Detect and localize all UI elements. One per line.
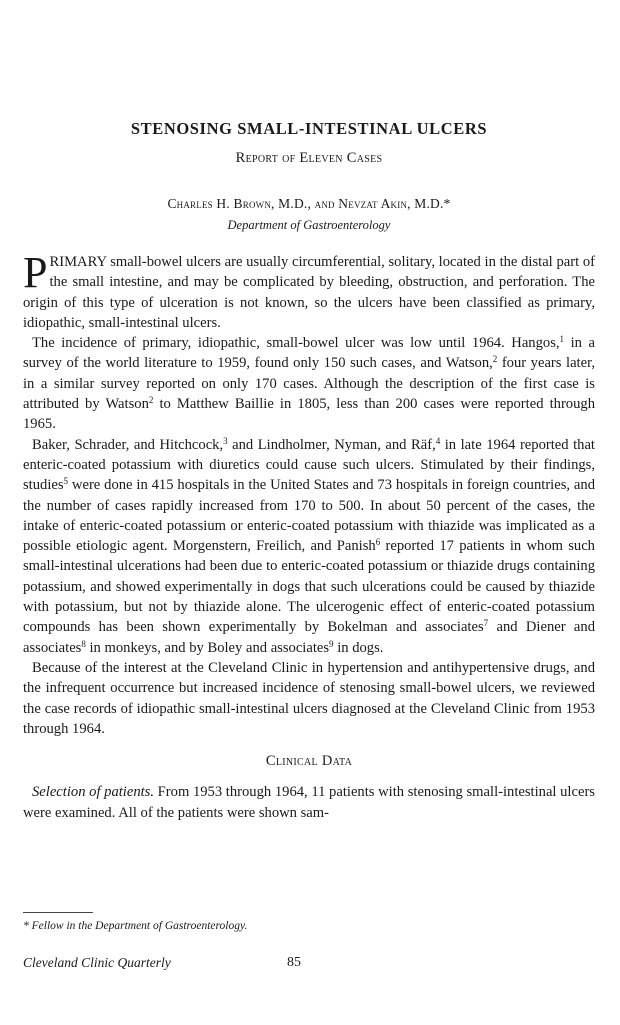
section-heading: Clinical Data bbox=[265, 753, 353, 770]
article-title: STENOSING SMALL-INTESTINAL ULCERS bbox=[130, 119, 488, 138]
article-subtitle: Report of Eleven Cases bbox=[235, 150, 383, 166]
text-run: Baker, Schrader, and Hitchcock, bbox=[32, 436, 224, 453]
paragraph-motivation: Because of the interest at the Cleveland Clinic in hypertension and antihypertensive drugs, and the infrequent occurrence but increased incidence of stenosing small-bowel ulcers, we reviewed the case records of idiopathic small-intestinal ulcers diagnosed at the Cleveland Clinic from 1953 through 1964. bbox=[23, 659, 595, 737]
text-run: in monkeys, and by Boley and associates bbox=[85, 639, 330, 656]
footnote: * Fellow in the Department of Gastroenterology. bbox=[23, 920, 248, 932]
text-run: four years later, in a similar survey reported on only 170 cases. Although the description of the first case is attributed by Watson bbox=[23, 355, 595, 413]
reference-superscript: 4 bbox=[435, 435, 441, 446]
reference-superscript: 3 bbox=[223, 435, 228, 446]
paragraph-text: RIMARY small-bowel ulcers are usually circumferential, solitary, located in the distal part of the small intestine, and may be complicated by bleeding, obstruction, and perforation. The origin of this type of ulceration is not known, so the ulcers have been classified as primary, idiopathic, small-intestinal ulcers. bbox=[23, 254, 595, 331]
text-run: The incidence of primary, idiopathic, small-bowel ulcer was low until 1964. Hangos, bbox=[32, 335, 560, 352]
reference-superscript: 1 bbox=[559, 334, 565, 345]
paragraph-selection bbox=[23, 782, 595, 823]
paragraph-intro bbox=[23, 248, 595, 333]
text-run: in late 1964 reported that enteric-coated potassium with diuretics could cause such ulcers. Stimulated by their findings, studies bbox=[23, 436, 595, 494]
reference-superscript: 8 bbox=[81, 638, 86, 649]
reference-superscript: 9 bbox=[329, 638, 334, 649]
affiliation: Department of Gastroenterology bbox=[227, 218, 391, 232]
article-body bbox=[23, 248, 596, 823]
text-run: were done in 415 hospitals in the United States and 73 hospitals in foreign countries, and the number of cases rapidly increased from 170 to 500. In about 50 percent of the cases, the intake of enteric-coated potassium or enteric-coated potassium with thiazide was implicated as a possible etiologic agent. Morgenstern, Freilich, and Panish bbox=[23, 477, 595, 555]
reference-superscript: 7 bbox=[483, 618, 489, 629]
reference-superscript: 6 bbox=[375, 537, 381, 548]
paragraph-studies bbox=[23, 435, 595, 658]
text-run: in a survey of the world literature to 1959, found only 150 such cases, and Watson, bbox=[23, 335, 595, 372]
footnote-divider bbox=[23, 912, 93, 913]
text-run: to Matthew Baillie in 1805, less than 200 cases were reported through 1965. bbox=[23, 396, 595, 433]
paragraph-text: From 1953 through 1964, 11 patients with stenosing small-intestinal ulcers were examined. All of the patients were shown sam- bbox=[23, 784, 595, 821]
page-number: 85 bbox=[287, 955, 301, 970]
paragraph-incidence bbox=[23, 333, 595, 434]
drop-cap: P bbox=[23, 248, 48, 297]
journal-name: Cleveland Clinic Quarterly bbox=[23, 955, 171, 970]
text-run: and Lindholmer, Nyman, and Räf, bbox=[227, 436, 436, 453]
text-run: reported 17 patients in whom such small-intestinal ulcerations had been due to enteric-coated potassium or thiazide drugs containing potassium, and showed experimentally in dogs that such ulcerations could be caused by thiazide with potassium, but not by thiazide alone. The ulcerogenic effect of enteric-coated potassium compounds has been shown experimentally by Bokelman and associates bbox=[23, 538, 595, 636]
text-run: and Diener and associates bbox=[23, 619, 596, 656]
reference-superscript: 5 bbox=[63, 476, 69, 487]
author-line: Charles H. Brown, M.D., and Nevzat Akin, M.D.* bbox=[167, 196, 451, 211]
reference-superscript: 2 bbox=[148, 395, 154, 406]
reference-superscript: 2 bbox=[492, 354, 498, 365]
text-run: in dogs. bbox=[333, 639, 384, 656]
run-in-heading: Selection of patients. bbox=[32, 784, 155, 801]
